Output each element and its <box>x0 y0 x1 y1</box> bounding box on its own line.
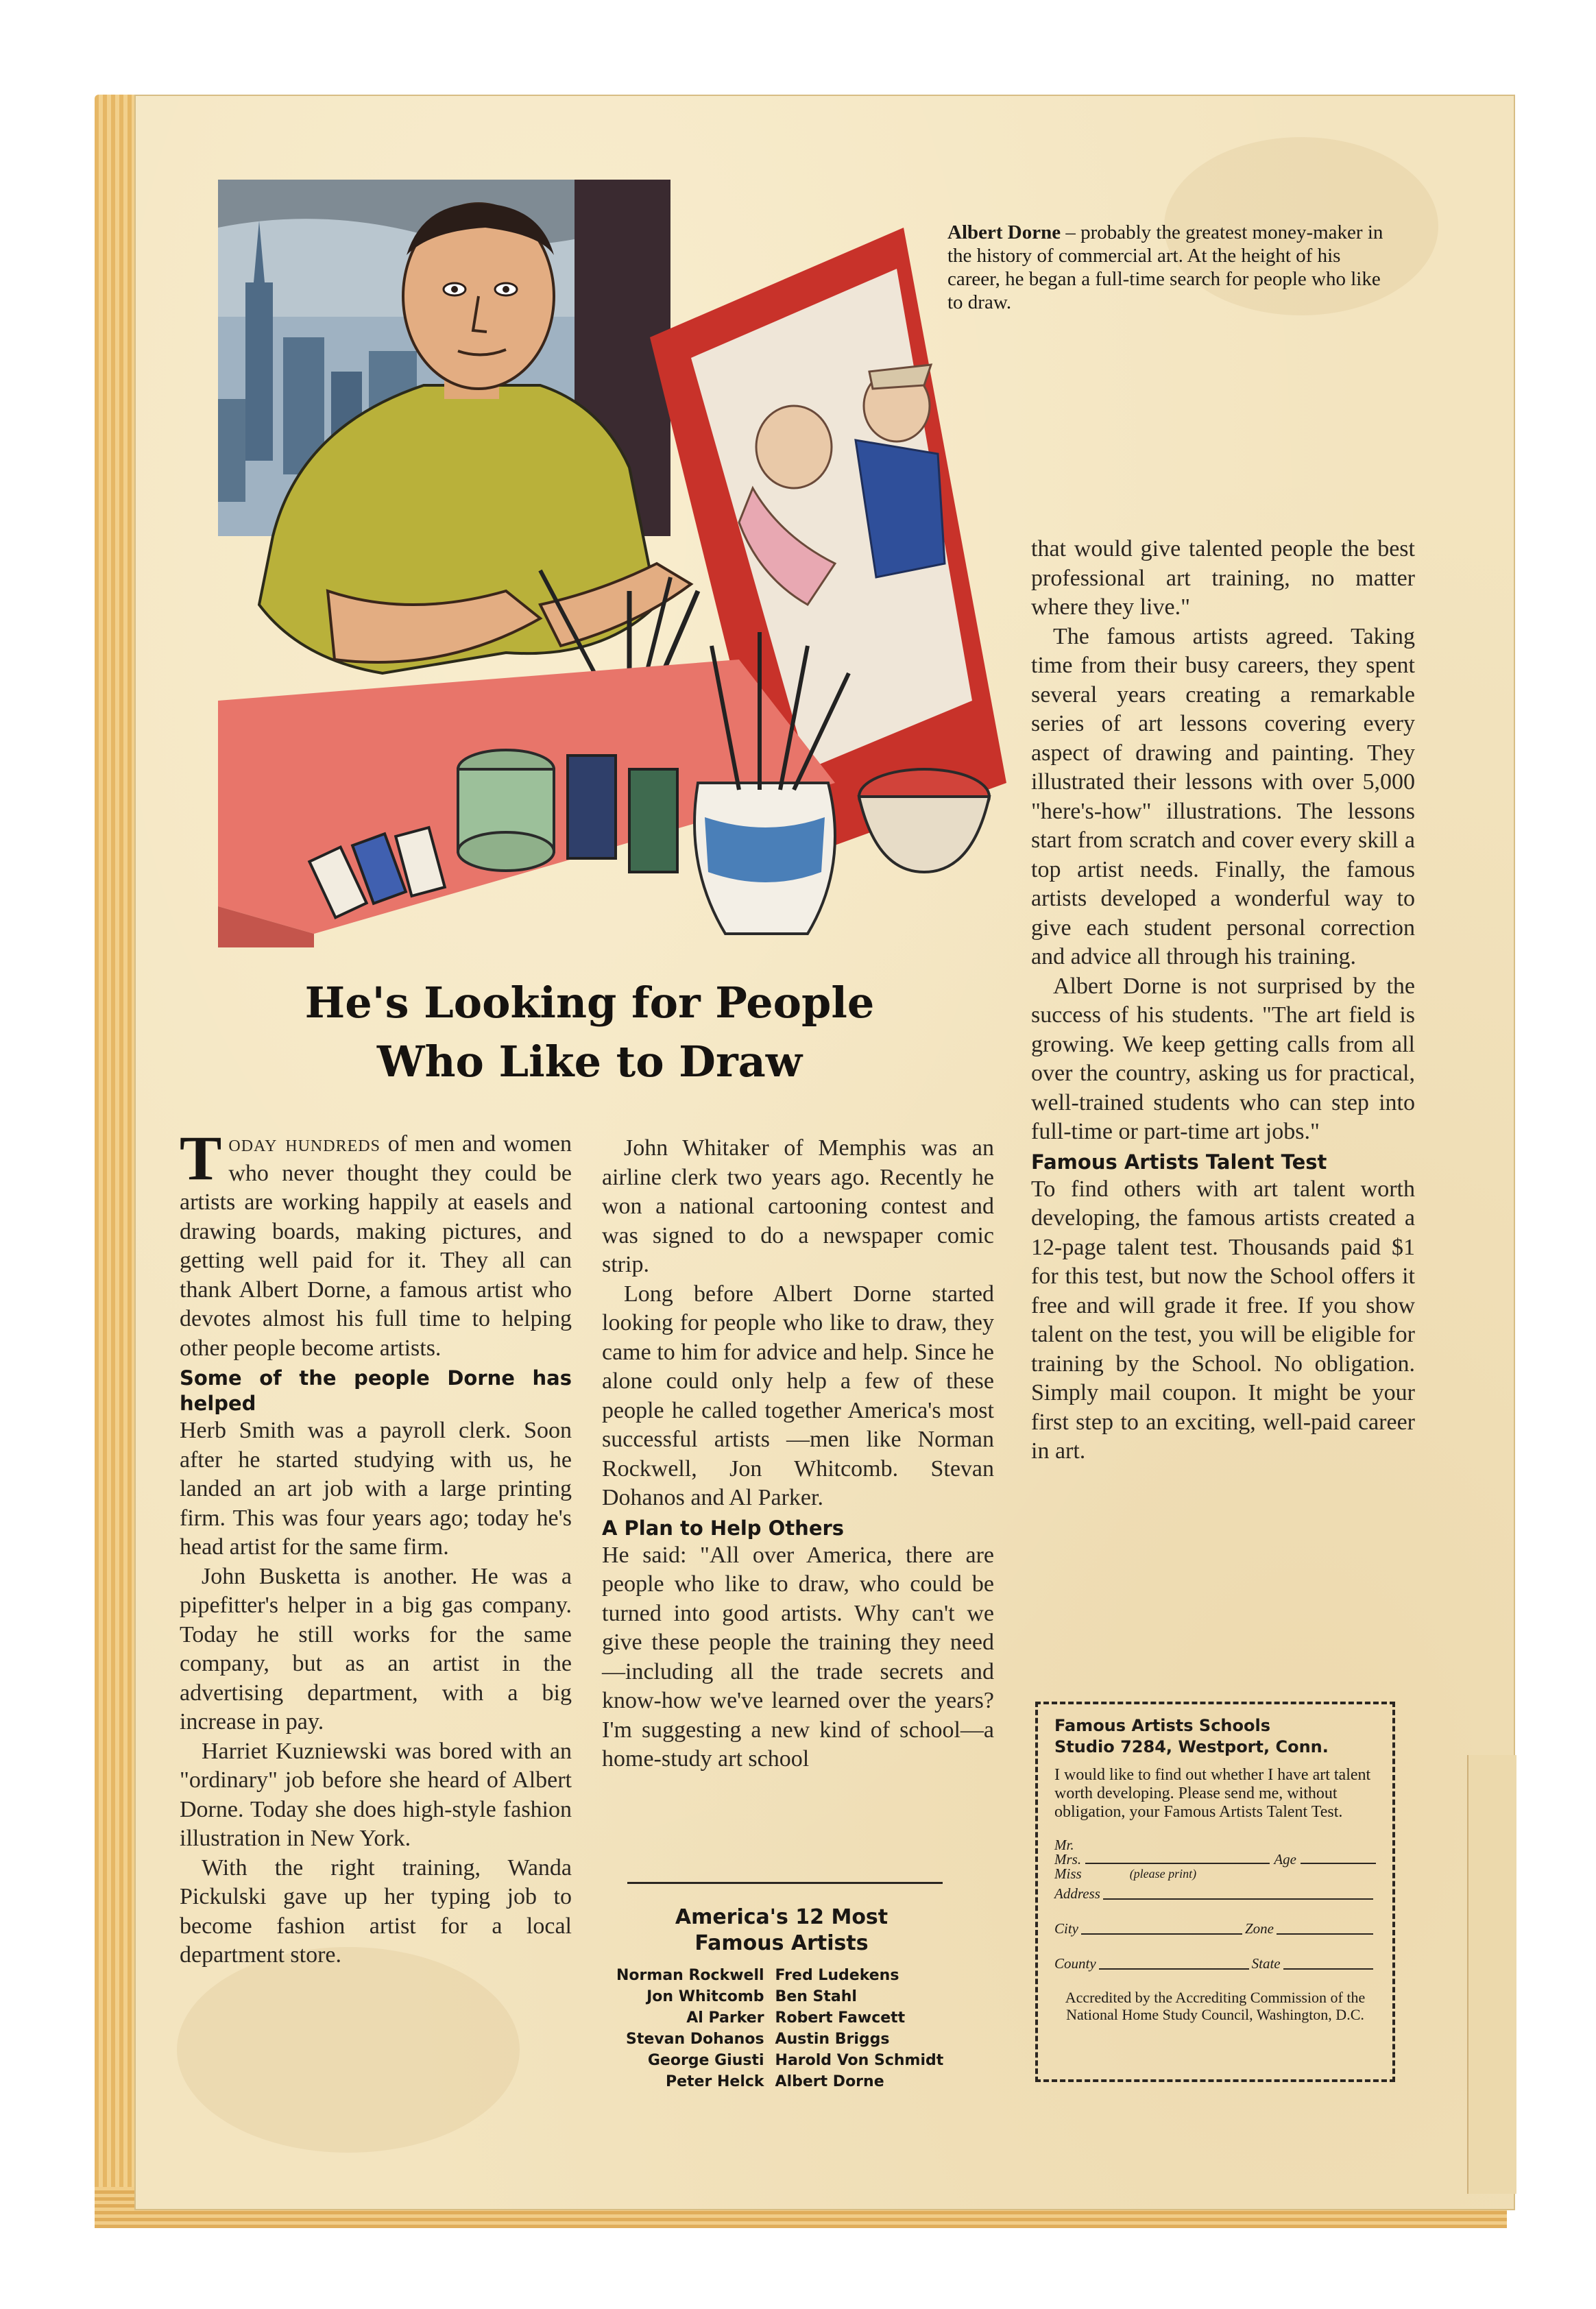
paragraph: Albert Dorne is not surprised by the success of his students. "The art field is growing. We keep getting calls from all over the country, asking us for practical, well-trained students who can step into full-time or part-time art jobs." <box>1031 973 1415 1144</box>
list-item <box>596 2029 980 2050</box>
age-rule <box>1301 1863 1376 1864</box>
artists-title-line-2: Famous Artists <box>694 1931 869 1955</box>
city-rule <box>1081 1932 1242 1935</box>
coupon-title-2: Studio 7284, Westport, Conn. <box>1054 1737 1329 1756</box>
intro-paragraph <box>180 1123 572 1363</box>
artist-name: Norman Rockwell <box>616 1967 764 1984</box>
drop-cap: T <box>180 1123 222 1193</box>
county-label: County <box>1054 1955 1096 1972</box>
list-item <box>596 2071 980 2092</box>
caption-text: – probably the greatest money-maker in the history of commercial art. At the height of his career, he began a full-time search for people who like to draw. <box>947 221 1383 313</box>
artist-name: Robert Fawcett <box>775 2009 906 2027</box>
artist-illustration <box>218 180 1006 947</box>
list-item <box>596 2050 980 2071</box>
accreditation-note: Accredited by the Accrediting Commission of the National Home Study Council, Washington, D.C. <box>1065 1989 1366 2023</box>
county-state-field[interactable] <box>1054 1955 1376 1972</box>
mr-label: Mr. <box>1054 1837 1074 1853</box>
article-column-3 <box>1031 535 1415 1466</box>
paragraph: The famous artists agreed. Taking time from their busy careers, they spent several years creating a remarkable series of art lessons covering every aspect of drawing and painting. They illustrated their lessons with over 5,000 "here's-how" illustrations. The lessons start from scratch and cover every skill a top artist needs. Finally, the famous artists developed a wonderful way to give each student personal correction and advice all through his training. <box>1031 623 1415 969</box>
state-label: State <box>1251 1955 1281 1972</box>
artist-name: Austin Briggs <box>775 2031 890 2048</box>
artist-name: George Giusti <box>647 2052 764 2069</box>
paragraph: Long before Albert Dorne started looking for people who like to draw, they came to him for advice and help. Since he alone could only help a few of these people he called together America's most successful artists —men like Norman Rockwell, Jon Whitcomb. Stevan Dohanos and Al Parker. <box>602 1281 994 1510</box>
divider-rule <box>627 1882 943 1884</box>
intro-text: of men and women who never thought they could be artists are working happily at easels and drawing boards, making pictures, and getting well paid for it. They all can thank Albert Dorne, a famous artist who devotes almost his full time to helping other people become artists. <box>180 1131 572 1361</box>
torn-right-strip <box>1467 1755 1516 2194</box>
subhead-talent-test: Famous Artists Talent Test <box>1031 1150 1327 1174</box>
address-rule <box>1103 1897 1373 1900</box>
list-item <box>596 1986 980 2007</box>
artists-title-line-1: America's 12 Most <box>675 1905 888 1929</box>
age-label: Age <box>1274 1851 1296 1867</box>
caption-lead: Albert Dorne <box>947 221 1061 243</box>
artist-name: Stevan Dohanos <box>626 2031 764 2048</box>
list-item <box>596 1965 980 1986</box>
artist-name: Harold Von Schmidt <box>775 2052 944 2069</box>
paragraph: Harriet Kuzniewski was bored with an "ordinary" job before she heard of Albert Dorne. Today she does high-style fashion illustration in New York. <box>180 1738 572 1851</box>
subhead-plan: A Plan to Help Others <box>602 1516 845 1540</box>
illustration-caption <box>947 221 1393 314</box>
artist-name: Peter Helck <box>666 2073 764 2090</box>
mrs-label: Mrs. <box>1054 1851 1082 1867</box>
headline-line-1: He's Looking for People <box>304 978 875 1028</box>
paragraph: To find others with art talent worth developing, the famous artists created a 12-page talent test. Thousands paid $1 for this test, but now the School offers it free and will grade it free. If you show talent on the test, you will be eligible for training by the School. No obligation. Simply mail coupon. It might be your first step to an exciting, well-paid career in art. <box>1031 1176 1415 1464</box>
miss-label: Miss <box>1054 1865 1082 1882</box>
state-rule <box>1283 1967 1373 1970</box>
paragraph: He said: "All over America, there are people who like to draw, who could be turned into good artists. Why can't we give these people the training they need—including all the trade secrets and know-how we've learned over the years? I'm suggesting a new kind of school—a home-study art school <box>602 1542 994 1772</box>
mail-coupon[interactable] <box>1035 1702 1395 2082</box>
zone-rule <box>1277 1932 1373 1935</box>
artists-list-title <box>603 1905 960 1957</box>
headline-line-2: Who Like to Draw <box>376 1037 803 1087</box>
paragraph: Herb Smith was a payroll clerk. Soon after he started studying with us, he landed an art job with a large printing firm. This was four years ago; today he's head artist for the same firm. <box>180 1418 572 1560</box>
county-rule <box>1099 1967 1249 1970</box>
artist-name: Fred Ludekens <box>775 1967 899 1984</box>
paragraph: John Whitaker of Memphis was an airline clerk two years ago. Recently he won a national cartooning contest and was signed to do a newspaper comic strip. <box>602 1135 994 1277</box>
artist-name: Jon Whitcomb <box>646 1988 764 2005</box>
miss-line <box>1054 1867 1376 1881</box>
paragraph: With the right training, Wanda Pickulski gave up her typing job to become fashion artist for a local department store. <box>180 1854 572 1968</box>
address-field[interactable] <box>1054 1885 1376 1902</box>
name-line <box>1054 1852 1376 1867</box>
list-item <box>596 2007 980 2029</box>
coupon-body: I would like to find out whether I have art talent worth developing. Please send me, without obligation, your Famous Artists Talent Test. <box>1054 1766 1371 1821</box>
headline <box>233 974 946 1091</box>
zone-label: Zone <box>1245 1920 1274 1937</box>
coupon-title-1: Famous Artists Schools <box>1054 1716 1270 1735</box>
subhead-people-helped: Some of the people Dorne has helped <box>180 1366 572 1415</box>
article-column-2 <box>602 1134 994 1774</box>
address-label: Address <box>1054 1885 1100 1902</box>
paragraph: John Busketta is another. He was a pipefitter's helper in a big gas company. Today he still works for the same company, but as an artist in the advertising department, with a big increase in pay. <box>180 1563 572 1734</box>
article-column-1 <box>180 1123 572 1970</box>
name-field[interactable] <box>1054 1838 1376 1881</box>
artist-name: Albert Dorne <box>775 2073 884 2090</box>
artist-name: Al Parker <box>686 2009 764 2027</box>
please-print-note: (please print) <box>1129 1867 1197 1881</box>
page-stain <box>177 1947 520 2153</box>
artists-list <box>596 1965 980 2092</box>
city-zone-field[interactable] <box>1054 1920 1376 1937</box>
intro-smallcaps: oday hundreds <box>228 1131 380 1157</box>
city-label: City <box>1054 1920 1078 1937</box>
paragraph: that would give talented people the best professional art training, no matter where they live." <box>1031 536 1415 620</box>
artist-name: Ben Stahl <box>775 1988 857 2005</box>
name-rule <box>1085 1863 1270 1864</box>
